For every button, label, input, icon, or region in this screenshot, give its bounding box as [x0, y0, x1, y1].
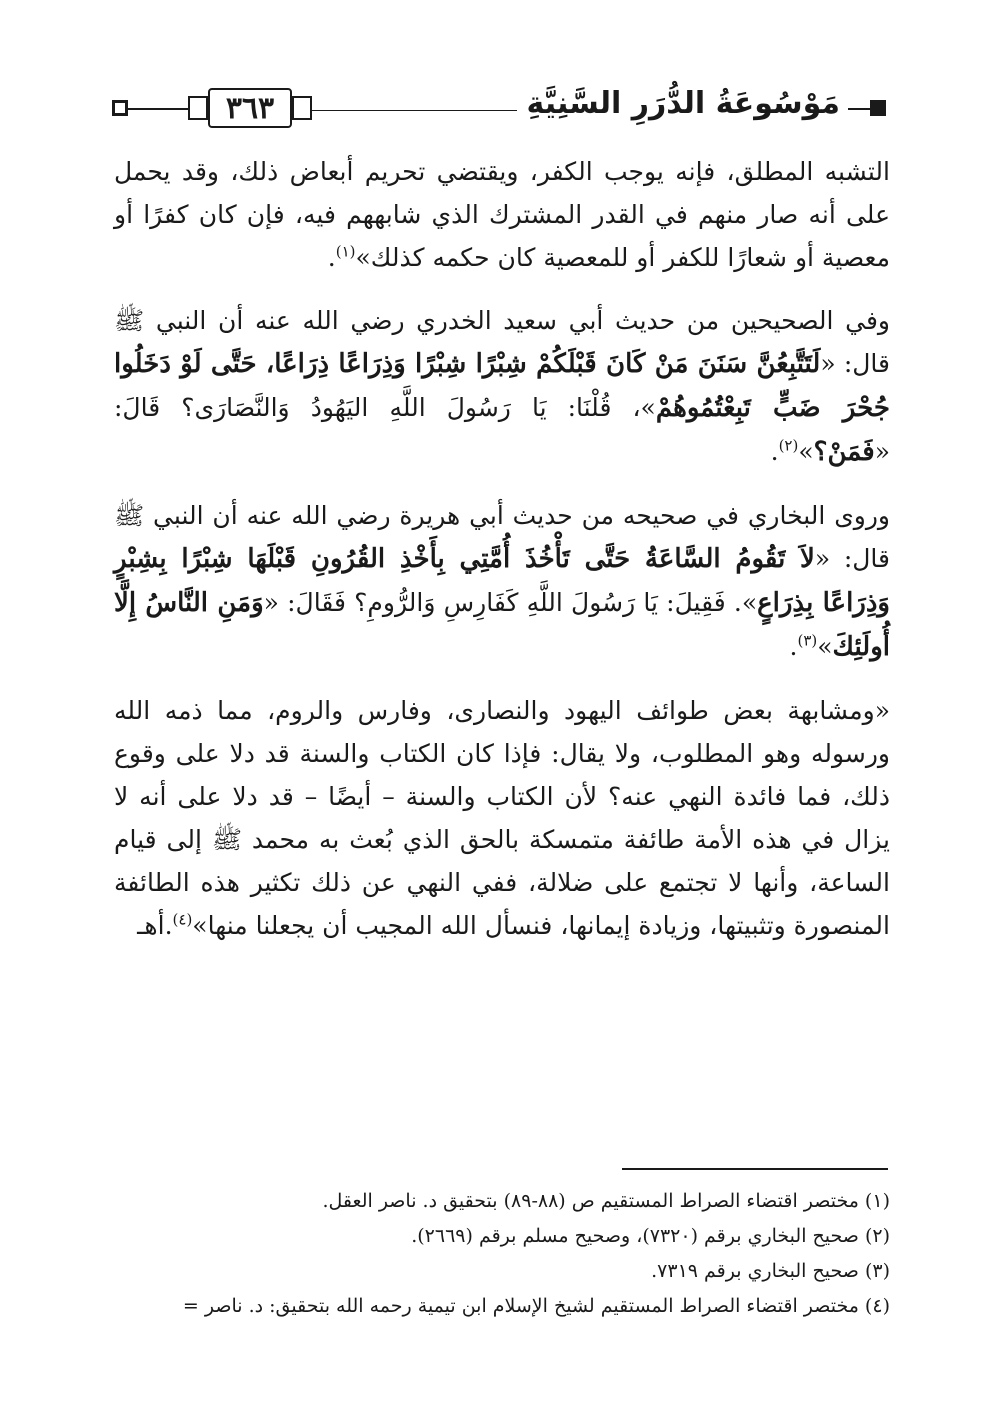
footnote-4: (٤) مختصر اقتضاء الصراط المستقيم لشيخ الإسلام ابن تيمية رحمه الله بتحقيق: د. ناصر = [182, 1295, 890, 1317]
hadith-quote-2: فَمَنْ؟ [813, 437, 875, 467]
paragraph-1-end: . [327, 243, 336, 272]
paragraph-4 [114, 689, 890, 947]
footnotes [114, 1184, 890, 1324]
main-text [114, 150, 890, 947]
paragraph-3-middle: ». فَقِيلَ: يَا رَسُولَ اللَّهِ كَفَارِسِ وَالرُّومِ؟ فَقَالَ: « [263, 588, 758, 617]
footnote-ref-1: (١) [335, 242, 356, 261]
footnote-3: (٣) صحيح البخاري برقم ٧٣١٩. [651, 1260, 890, 1282]
hadith-quote-1: لَتَتَّبِعُنَّ سَنَنَ مَنْ كَانَ قَبْلَكُمْ شِبْرًا شِبْرًا وَذِرَاعًا ذِرَاعًا، حَتَّى لَوْ دَخَلُوا جُحْرَ ضَبٍّ تَبِعْتُمُوهُمْ [114, 349, 890, 423]
hadith-quote-3: لاَ تَقُومُ السَّاعَةُ حَتَّى تَأْخُذَ أُمَّتِي بِأَخْذِ القُرُونِ قَبْلَهَا شِبْرًا بِشِبْرٍ وَذِرَاعًا بِذِرَاعٍ [114, 544, 890, 618]
paragraph-2-close: » [798, 437, 814, 466]
footnote-2: (٢) صحيح البخاري برقم (٧٣٢٠)، وصحيح مسلم برقم (٢٦٦٩). [411, 1225, 890, 1247]
paragraph-2 [114, 299, 890, 474]
footnote-ref-3: (٣) [797, 631, 818, 650]
paragraph-3-close: » [817, 632, 833, 661]
header-corner-box-right [870, 100, 886, 116]
paragraph-1-text: التشبه المطلق، فإنه يوجب الكفر، ويقتضي تحريم أبعاض ذلك، وقد يحمل على أنه صار منهم في القدر المشترك الذي شابههم فيه، فإن كان كفرًا أو معصية أو شعارًا للكفر أو للمعصية كان حكمه كذلك» [114, 157, 890, 272]
paragraph-4-text: «ومشابهة بعض طوائف اليهود والنصارى، وفارس والروم، مما ذمه الله ورسوله وهو المطلوب، ولا يقال: فإذا كان الكتاب والسنة قد دلا على وقوع ذلك، فما فائدة النهي عنه؟ لأن الكتاب والسنة – أيضًا – قد دلا على أنه لا يزال في هذه الأمة طائفة متمسكة بالحق الذي بُعث به محمد ﷺ إلى قيام الساعة، وأنها لا تجتمع على ضلالة، ففي النهي عن ذلك تكثير هذه الطائفة المنصورة وتثبيتها، وزيادة إيمانها، فنسأل الله المجيب أن يجعلنا منها» [114, 696, 890, 940]
paragraph-2-intro: وفي الصحيحين من حديث أبي سعيد الخدري رضي الله عنه أن النبي ﷺ قال: « [114, 306, 890, 378]
paragraph-4-end: .أهـ [137, 911, 173, 940]
paragraph-1 [114, 150, 890, 279]
footnote-separator [622, 1168, 888, 1170]
paragraph-2-end: . [770, 437, 779, 466]
header-rule-right [848, 108, 870, 110]
paragraph-3-intro: وروى البخاري في صحيحه من حديث أبي هريرة رضي الله عنه أن النبي ﷺ قال: « [114, 501, 890, 573]
paragraph-3 [114, 494, 890, 669]
header-corner-box-left [112, 100, 128, 116]
footnote-ref-4: (٤) [172, 910, 193, 929]
footnote-1: (١) مختصر اقتضاء الصراط المستقيم ص (٨٨-٨٩) بتحقيق د. ناصر العقل. [322, 1190, 890, 1212]
book-title: مَوْسُوعَةُ الدُّرَرِ السَّنِيَّةِ [517, 86, 850, 121]
paragraph-2-middle: »، قُلْنَا: يَا رَسُولَ اللَّهِ اليَهُودُ وَالنَّصَارَى؟ قَالَ: « [114, 393, 890, 466]
hadith-quote-4: وَمَنِ النَّاسُ إِلَّا أُولَئِكَ [114, 588, 890, 662]
page-number: ٣٦٣ [208, 88, 292, 128]
paragraph-3-end: . [789, 632, 798, 661]
footnote-ref-2: (٢) [778, 436, 799, 455]
page-header [112, 84, 888, 134]
